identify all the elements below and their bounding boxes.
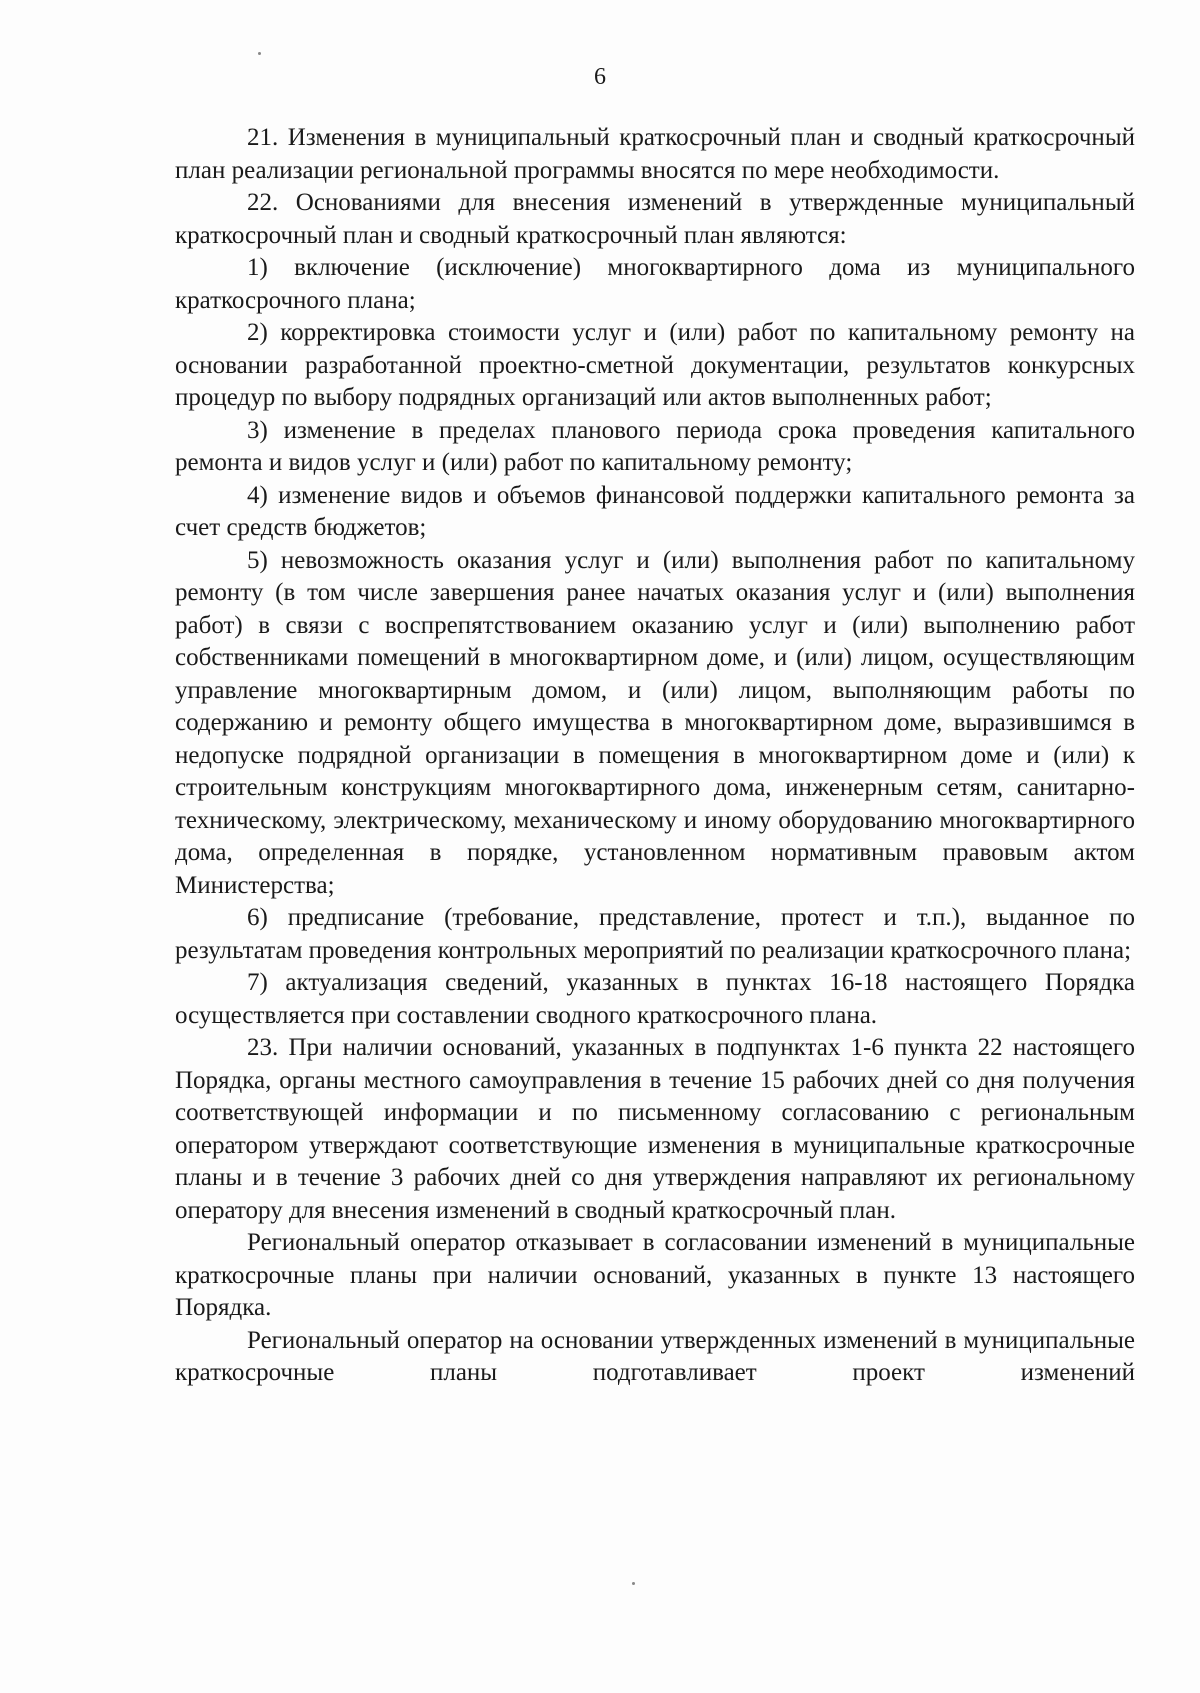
list-item-4: 4) изменение видов и объемов финансовой поддержки капитального ремонта за счет средств бюджетов; xyxy=(175,481,1135,541)
list-item-7: 7) актуализация сведений, указанных в пунктах 16-18 настоящего Порядка осуществляется при составлении сводного краткосрочного плана. xyxy=(175,969,1135,1029)
scan-speck xyxy=(258,52,261,55)
document-body xyxy=(175,122,1135,1390)
paragraph-21: 21. Изменения в муниципальный краткосрочный план и сводный краткосрочный план реализации региональной программы вносятся по мере необходимости. xyxy=(175,124,1135,184)
list-item-6: 6) предписание (требование, представление, протест и т.п.), выданное по результатам проведения контрольных мероприятий по реализации краткосрочного плана; xyxy=(175,904,1135,964)
list-item-3: 3) изменение в пределах планового периода срока проведения капитального ремонта и видов услуг и (или) работ по капитальному ремонту; xyxy=(175,416,1135,476)
paragraph-refusal: Региональный оператор отказывает в согласовании изменений в муниципальные краткосрочные планы при наличии оснований, указанных в пункте 13 настоящего Порядка. xyxy=(175,1229,1135,1321)
list-item-2: 2) корректировка стоимости услуг и (или) работ по капитальному ремонту на основании разработанной проектно-сметной документации, результатов конкурсных процедур по выбору подрядных организаций или актов выполненных работ; xyxy=(175,319,1135,411)
paragraph-22: 22. Основаниями для внесения изменений в утвержденные муниципальный краткосрочный план и сводный краткосрочный план являются: xyxy=(175,189,1135,249)
paragraph-23: 23. При наличии оснований, указанных в подпунктах 1-6 пункта 22 настоящего Порядка, органы местного самоуправления в течение 15 рабочих дней со дня получения соответствующей информации и по письменному согласованию с региональным оператором утверждают соответствующие изменения в муниципальные краткосрочные планы и в течение 3 рабочих дней со дня утверждения направляют их региональному оператору для внесения изменений в сводный краткосрочный план. xyxy=(175,1034,1135,1224)
list-item-1: 1) включение (исключение) многоквартирного дома из муниципального краткосрочного плана; xyxy=(175,254,1135,314)
page-number: 6 xyxy=(594,64,606,90)
list-item-5: 5) невозможность оказания услуг и (или) выполнения работ по капитальному ремонту (в том числе завершения ранее начатых оказания услуг и (или) выполнения работ) в связи с воспрепятствованием оказанию услуг и (или) выполнению работ собственниками помещений в многоквартирном доме, и (или) лицом, осуществляющим управление многоквартирным домом, и (или) лицом, выполняющим работы по содержанию и ремонту общего имущества в многоквартирном доме, выразившимся в недопуске подрядной организации в помещения в многоквартирном доме и (или) к строительным конструкциям многоквартирного дома, инженерным сетям, санитарно-техническому, электрическому, механическому и иному оборудованию многоквартирного дома, определенная в порядке, установленном нормативным правовым актом Министерства; xyxy=(175,546,1135,899)
scan-speck xyxy=(632,1582,635,1585)
paragraph-draft: Региональный оператор на основании утвержденных изменений в муниципальные краткосрочные планы подготавливает проект изменений xyxy=(175,1326,1135,1386)
